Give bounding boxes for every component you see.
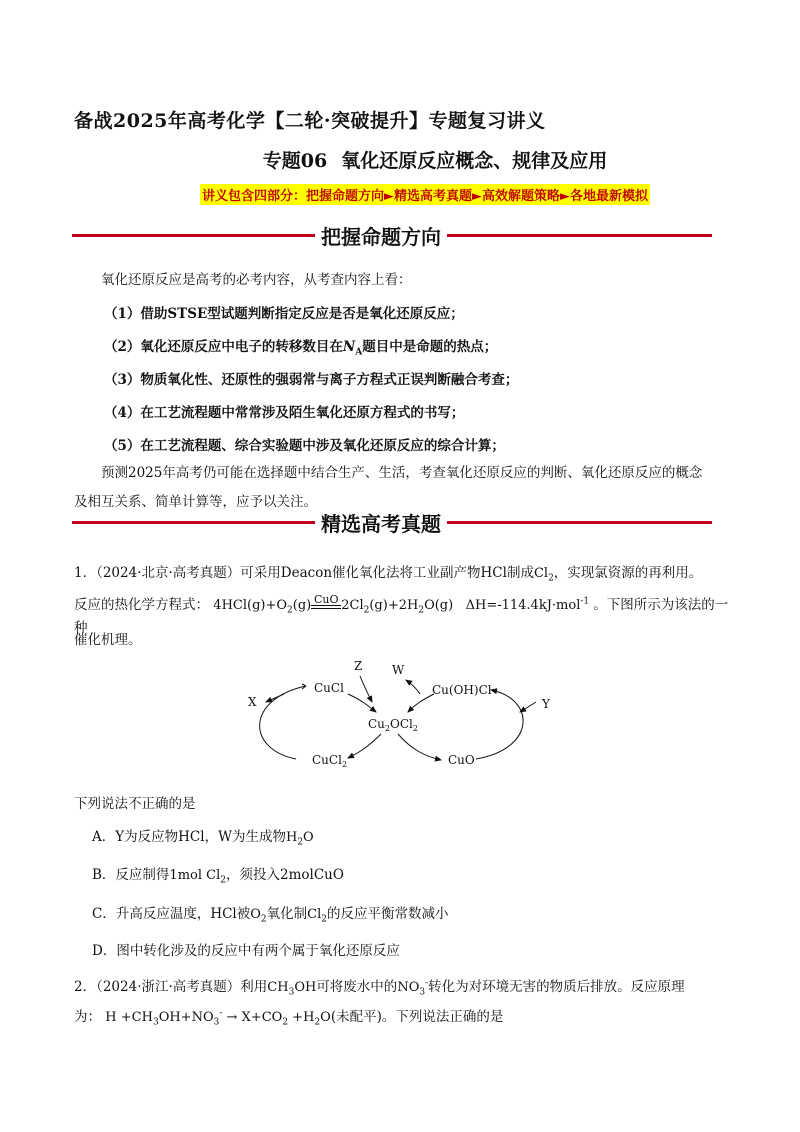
arrow-cuohcl-to-cu2ocl2 (408, 694, 434, 712)
catalytic-mechanism-diagram (236, 654, 566, 774)
label-cu2ocl2: $Cu_2OCl_2$ (368, 717, 418, 733)
q1-option-d[interactable]: D．图中转化涉及的反应中有两个属于氧化还原反应 (92, 943, 400, 959)
section-bar-exam (72, 508, 712, 538)
arrow-z-in (360, 676, 372, 702)
label-w: W (392, 663, 405, 677)
arrow-cucl2-to-cucl (260, 686, 306, 759)
focus-item-4: （4）在工艺流程题中常常涉及陌生氧化还原方程式的书写； (104, 405, 465, 421)
q1-option-a[interactable]: A．Y为反应物HCl，W为生成物$H_2O$ (92, 829, 314, 848)
arrow-y-in (520, 702, 536, 712)
q2-lead: 2．（2024·浙江·高考真题）利用$CH_3OH$可将废水中的$NO_3^-$转化为对环境无害的物质后排放。反应原理 (74, 978, 685, 998)
label-z: Z (354, 659, 363, 673)
q1-stem: 下列说法不正确的是 (74, 796, 196, 812)
arrow-w-out (406, 680, 420, 694)
intro-text: 氧化还原反应是高考的必考内容，从考查内容上看： (101, 272, 412, 288)
q1-mechanism-caption: 催化机理。 (74, 632, 142, 648)
divider-right (447, 234, 712, 237)
section-bar-direction (72, 221, 712, 251)
focus-item-5: （5）在工艺流程题、综合实验题中涉及氧化还原反应的综合计算； (104, 438, 505, 454)
section-title-direction: 把握命题方向 (321, 225, 441, 249)
divider-left (72, 234, 315, 237)
highlight-row (0, 184, 800, 205)
label-cucl: CuCl (314, 681, 344, 695)
label-x: X (248, 695, 257, 709)
topic-title (0, 146, 800, 173)
contents-highlight: 讲义包含四部分：把握命题方向►精选高考真题►高效解题策略►各地最新模拟 (200, 184, 650, 205)
q1-option-c[interactable]: C．升高反应温度，HCl被$O_2$氧化制$Cl_2$的反应平衡常数减小 (92, 906, 449, 925)
q1-option-b[interactable]: B．反应制得1mol $Cl_2$，须投入2molCuO (92, 867, 344, 886)
section-title-exam: 精选高考真题 (321, 512, 441, 536)
arrow-x-out (266, 694, 284, 702)
topic-name: 氧化还原反应概念、规律及应用 (341, 150, 608, 172)
q2-equation-line: 为： $H +CH_3OH+NO_3^- \to X+CO_2 +H_2O$(未配平)。下列说法正确的是 (74, 1008, 504, 1028)
equation: $4HCl(g)+O_2(g)$ CuO $2Cl_2(g)+2H_2O(g)$ ΔH=-114.4kJ·mol$^{-1}$ (213, 593, 590, 616)
divider-left (72, 521, 315, 524)
label-y: Y (542, 697, 550, 711)
na-symbol: N (342, 339, 356, 355)
series-title: 备战2025年高考化学【二轮·突破提升】专题复习讲义 (74, 110, 546, 132)
arrow-cu2ocl2-to-cucl2 (348, 734, 381, 758)
focus-item-1: （1）借助STSE型试题判断指定反应是否是氧化还原反应； (104, 306, 464, 322)
label-cuo: CuO (448, 753, 475, 767)
q1-lead: 1．（2024·北京·高考真题）可采用Deacon催化氧化法将工业副产物HCl制成$Cl_2$，实现氯资源的再利用。 (74, 565, 703, 584)
catalyst-condition: CuO (311, 594, 341, 609)
label-cuohcl: Cu(OH)Cl (432, 683, 492, 697)
arrow-cuo-to-cuohcl (476, 690, 523, 759)
label-cucl2: CuCl$_2$ (312, 753, 348, 769)
arrow-cu2ocl2-to-cuo (398, 734, 441, 760)
q1-equation-line: 反应的热化学方程式： $4HCl(g)+O_2(g)$ CuO $2Cl_2(g)+2H_2O(g)$ ΔH=-114.4kJ·mol$^{-1}$ 。下图所示为该法的一种 (74, 593, 729, 636)
focus-item-3: （3）物质氧化性、还原性的强弱常与离子方程式正误判断融合考查； (104, 372, 519, 388)
topic-number: 专题06 (262, 150, 328, 172)
arrow-cucl-to-cu2ocl2 (348, 694, 376, 712)
divider-right (447, 521, 712, 524)
focus-item-2: （2）氧化还原反应中电子的转移数目在$N_A$题目中是命题的热点； (104, 339, 498, 358)
q2-equation: $H +CH_3OH+NO_3^- \to X+CO_2 +H_2O$ (105, 1008, 331, 1028)
forecast-text: 预测2025年高考仍可能在选择题中结合生产、生活，考查氧化还原反应的判断、氧化还原反应的概念 及相互关系、简单计算等，应予以关注。 (74, 465, 703, 510)
